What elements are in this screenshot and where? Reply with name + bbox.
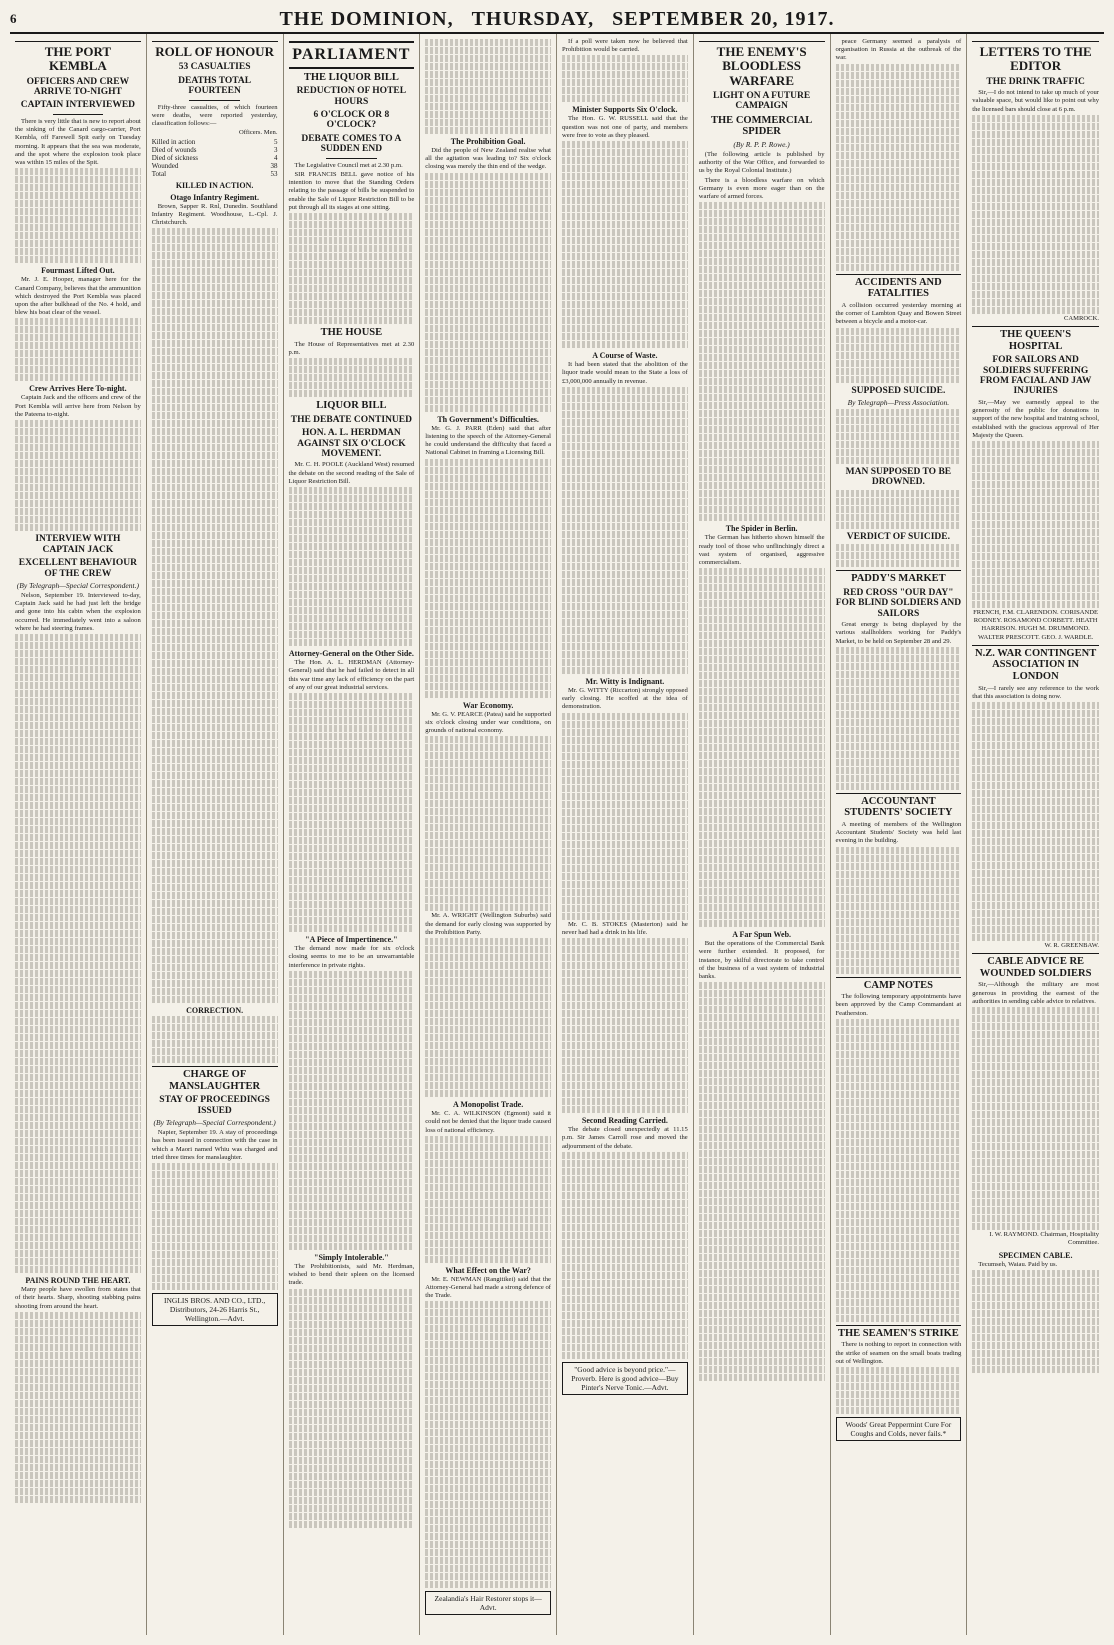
headline-queens-hospital: THE QUEEN'S HOSPITAL bbox=[972, 326, 1099, 352]
signature: I. W. RAYMOND. Chairman, Hospitality Committee. bbox=[989, 1231, 1099, 1247]
paragraph: The Hon. A. L. HERDMAN (Attorney-General) said that he had failed to detect in all this war time any lack of efficiency on the part of any of our great industrial services. bbox=[288, 659, 415, 691]
subheadline: CAPTAIN INTERVIEWED bbox=[20, 100, 136, 111]
table-header: Officers. Men. bbox=[238, 129, 278, 137]
headline-accidents: ACCIDENTS AND FATALITIES bbox=[836, 274, 962, 300]
subheadline: MAN SUPPOSED TO BE DROWNED. bbox=[845, 466, 952, 488]
table-row: Total 53 bbox=[151, 169, 278, 178]
column-1 bbox=[10, 34, 147, 1635]
headline-manslaughter: CHARGE OF MANSLAUGHTER bbox=[152, 1066, 278, 1092]
paragraph: There is nothing to report in connection with the strike of seamen on the small boats trading out of Wellington. bbox=[835, 1341, 962, 1365]
headline-accountant-students: ACCOUNTANT STUDENTS' SOCIETY bbox=[836, 793, 962, 819]
column-6 bbox=[694, 34, 831, 1635]
paragraph: There is very little that is new to report about the sinking of the Canard cargo-carrier, Port Kembla, off Farewell Spit early on Tuesday morning. It appears that the sea was moderate, and the spot where the explosion took place was within 15 miles of the Spit. bbox=[15, 117, 141, 167]
paragraph: Brown, Sapper R. Rnl, Dunedin. Southland Infantry Regiment. Woodhouse, L.-Cpl. J. Christchurch. bbox=[151, 202, 278, 227]
subheadline: REDUCTION OF HOTEL HOURS bbox=[296, 86, 407, 107]
paragraph: SIR FRANCIS BELL gave notice of his intention to move that the Standing Orders relating to the passage of bills be suspended to enable the Sale of Liquor Restriction Bill to be put through all its stages at one sitting. bbox=[288, 171, 415, 211]
section-subhead: "A Piece of Impertinence." bbox=[305, 935, 398, 945]
paragraph: (The following article is published by authority of the War Office, and forwarded to us by the Royal Colonial Institute.) bbox=[698, 150, 825, 175]
section-subhead: Otago Infantry Regiment. bbox=[170, 192, 259, 202]
signature: CAMROCK. bbox=[1064, 314, 1099, 322]
signatories: FRENCH, F.M. CLARENDON. CORISANDE RODNEY. ROSAMOND CORBETT. HEATH HARRISON. HUGH M. DRUMMOND. WALTER PRESCOTT. GEO. J. WARDLE. bbox=[973, 608, 1099, 641]
columns bbox=[10, 34, 1104, 1635]
subheadline: SUPPOSED SUICIDE. bbox=[851, 385, 946, 396]
subheadline: OFFICERS AND CREW ARRIVE TO-NIGHT bbox=[26, 76, 130, 98]
byline: (By R. P. P. Rowe.) bbox=[733, 139, 790, 149]
subheadline: HON. A. L. HERDMAN AGAINST SIX O'CLOCK MOVEMENT. bbox=[297, 428, 406, 460]
subheadline: VERDICT OF SUICIDE. bbox=[846, 531, 950, 542]
table-row: Died of sickness 4 bbox=[151, 153, 278, 162]
headline-port-kembla: THE PORT KEMBLA bbox=[15, 41, 141, 74]
paragraph: The Prohibitionists, said Mr. Herdman, wished to bend their spleen on the licensed trade. bbox=[288, 1262, 415, 1287]
headline-interview: INTERVIEW WITH CAPTAIN JACK bbox=[35, 534, 121, 555]
headline-letters: LETTERS TO THE EDITOR bbox=[972, 41, 1099, 74]
section-subhead: Crew Arrives Here To-night. bbox=[29, 384, 127, 394]
paragraph: The German has hitherto shown himself the ready tool of those who unflinchingly direct a vast system of organised, aggressive commercialism. bbox=[698, 534, 825, 566]
advertisement: "Good advice is beyond price."—Proverb. Here is good advice—Buy Pinter's Nerve Tonic.—Advt. bbox=[562, 1362, 688, 1395]
section-subhead: A Far Spun Web. bbox=[732, 930, 792, 940]
table-row: Died of wounds 3 bbox=[151, 145, 278, 154]
headline-the-house: THE HOUSE bbox=[320, 327, 383, 339]
headline-camp-notes: CAMP NOTES bbox=[836, 977, 962, 992]
section-subhead: Attorney-General on the Other Side. bbox=[288, 649, 414, 659]
headline-seamens-strike: THE SEAMEN'S STRIKE bbox=[836, 1325, 962, 1340]
headline-parliament: PARLIAMENT bbox=[289, 41, 415, 69]
paragraph: Mr. C. A. WILKINSON (Egmont) said it could not be denied that the liquor trade caused loss of national efficiency. bbox=[425, 1110, 551, 1134]
subheadline: RED CROSS "OUR DAY" FOR BLIND SOLDIERS AND SAILORS bbox=[835, 587, 962, 619]
page-number: 6 bbox=[10, 11, 17, 26]
section-subhead: A Course of Waste. bbox=[592, 351, 658, 361]
subheadline: THE COMMERCIAL SPIDER bbox=[711, 114, 813, 138]
table-row: Wounded 38 bbox=[151, 161, 278, 170]
subheadline: LIGHT ON A FUTURE CAMPAIGN bbox=[713, 90, 811, 112]
subheadline: DEATHS TOTAL FOURTEEN bbox=[178, 75, 252, 97]
paragraph: A collision occurred yesterday morning at the corner of Lambton Quay and Bowen Street between a bicycle and a motor-car. bbox=[835, 301, 962, 326]
headline-paddys-market: PADDY'S MARKET bbox=[836, 570, 962, 585]
byline: By Telegraph—Press Association. bbox=[847, 397, 950, 407]
paragraph: The following temporary appointments have been approved by the Camp Commandant at Featherston. bbox=[835, 993, 962, 1017]
paragraph: The Hon. G. W. RUSSELL said that the question was not one of party, and members were free to vote as they pleased. bbox=[562, 115, 688, 139]
paragraph: Sir,—May we earnestly appeal to the generosity of the public for donations in support of the new hospital and training school, established with the gracious approval of Her Majesty the Queen. bbox=[972, 398, 1099, 439]
paragraph: It had been stated that the abolition of the liquor trade would mean to the State a loss of £3,000,000 annually in revenue. bbox=[562, 361, 688, 385]
masthead-title bbox=[279, 8, 834, 31]
subheadline: THE LIQUOR BILL bbox=[303, 71, 399, 83]
article-body bbox=[15, 118, 141, 167]
column-7 bbox=[831, 34, 968, 1635]
signature: W. R. GREENBAW. bbox=[1044, 942, 1099, 950]
paragraph: Mr. G. J. PARR (Eden) said that after listening to the speech of the Attorney-General he could understand the difficulty that faced a National Cabinet in framing a Licensing Bill. bbox=[425, 424, 551, 457]
subheadline: 6 O'CLOCK OR 8 O'CLOCK? bbox=[313, 110, 390, 131]
subheadline: DEBATE COMES TO A SUDDEN END bbox=[301, 133, 402, 155]
section-subhead: Mr. Witty is Indignant. bbox=[585, 676, 665, 686]
subheadline: STAY OF PROCEEDINGS ISSUED bbox=[159, 1095, 270, 1116]
paragraph: Captain Jack and the officers and crew of the Port Kembla will arrive here from Nelson by the Pateena to-night. bbox=[15, 394, 141, 418]
paragraph: Did the people of New Zealand realise what all the agitation was leading to? Six o'clock closing was merely the thin end of the wedge. bbox=[425, 147, 551, 171]
paragraph: Fifty-three casualties, of which fourteen were deaths, were reported yesterday, classification follows:— bbox=[151, 103, 278, 128]
paragraph: There is a bloodless warfare on which Germany is even more eager than on the warfare of armed forces. bbox=[698, 176, 825, 201]
subheadline: THE DRINK TRAFFIC bbox=[986, 76, 1085, 87]
issue-date: SEPTEMBER 20, 1917. bbox=[612, 7, 835, 30]
section-subhead: Minister Supports Six O'clock. bbox=[572, 105, 678, 115]
byline: (By Telegraph—Special Correspondent.) bbox=[16, 580, 139, 590]
paragraph: Mr. C. H. POOLE (Auckland West) resumed the debate on the second reading of the Sale of Liquor Restriction Bill. bbox=[288, 461, 415, 485]
headline-cable-advice: CABLE ADVICE RE WOUNDED SOLDIERS bbox=[972, 953, 1099, 979]
paragraph: peace Germany seemed a paralysis of organisation in Russia at the outbreak of the war. bbox=[835, 38, 962, 62]
column-2 bbox=[147, 34, 284, 1635]
table-row: Killed in action 5 bbox=[151, 137, 278, 146]
newspaper-name: THE DOMINION, bbox=[279, 7, 454, 30]
section-subhead: A Monopolist Trade. bbox=[453, 1100, 524, 1110]
paragraph: Tecumseh, Waiau. Paid by us. bbox=[978, 1260, 1058, 1268]
paragraph: Mr. C. B. STOKES (Masterton) said he never had had a drink in his life. bbox=[562, 920, 688, 936]
section-subhead: "Simply Intolerable." bbox=[314, 1252, 389, 1262]
column-4 bbox=[420, 34, 557, 1635]
advertisement: Woods' Great Peppermint Cure For Coughs and Colds, never fails.* bbox=[836, 1417, 962, 1441]
masthead bbox=[10, 6, 1104, 34]
section-subhead: PAINS ROUND THE HEART. bbox=[25, 1276, 131, 1286]
paragraph: A meeting of members of the Wellington Accountant Students' Society was held last evening in the building. bbox=[835, 820, 962, 845]
issue-day: THURSDAY, bbox=[471, 7, 595, 30]
subheadline: EXCELLENT BEHAVIOUR OF THE CREW bbox=[18, 558, 137, 579]
headline-enemy-warfare: THE ENEMY'S BLOODLESS WARFARE bbox=[699, 41, 825, 88]
section-subhead: The Prohibition Goal. bbox=[450, 137, 526, 146]
paragraph: The demand now made for six o'clock closing seems to me to be an unwarrantable interference in private rights. bbox=[288, 945, 415, 969]
paragraph: But the operations of the Commercial Bank were further extended. It proposed, for instance, by skilful directorate to take control of the business of a vast system of industrial banks. bbox=[698, 940, 825, 981]
subheadline: FOR SAILORS AND SOLDIERS SUFFERING FROM FACIAL AND JAW INJURIES bbox=[979, 355, 1092, 397]
paragraph: Mr. E. NEWMAN (Rangitikei) said that the Attorney-General had made a strong defence of the Trade. bbox=[425, 1275, 551, 1300]
section-subhead: The Spider in Berlin. bbox=[725, 524, 798, 534]
advertisement: INGLIS BROS. AND CO., LTD., Distributors, 24-26 Harris St., Wellington.—Advt. bbox=[152, 1293, 278, 1326]
paragraph: Mr. G. WITTY (Riccarton) strongly opposed early closing. He scoffed at the idea of demonstration. bbox=[562, 686, 688, 711]
paragraph: Napier, September 19. A stay of proceedings has been issued in connection with the case in which a Maori named Whiu was charged and tried three times for manslaughter. bbox=[151, 1129, 278, 1161]
paragraph: If a poll were taken now he believed that Prohibition would be carried. bbox=[562, 38, 688, 54]
section-subhead: Th Government's Difficulties. bbox=[437, 414, 539, 424]
paragraph: The Legislative Council met at 2.30 p.m. bbox=[294, 161, 403, 169]
paragraph: The debate closed unexpectedly at 11.15 p.m. Sir James Carroll rose and moved the adjournment of the debate. bbox=[562, 1126, 688, 1150]
section-subhead: Second Reading Carried. bbox=[581, 1116, 668, 1126]
paragraph: Nelson, September 19. Interviewed to-day, Captain Jack said he had just left the bridge and gone into his cabin when the explosion occurred. He immediately went into a saloon where he had steering frames. bbox=[15, 591, 141, 632]
section-subhead: KILLED IN ACTION. bbox=[175, 180, 254, 190]
casualty-table bbox=[152, 138, 278, 178]
subheadline: THE DEBATE CONTINUED bbox=[290, 414, 412, 425]
paragraph: Mr. J. E. Hooper, manager here for the Canard Company, believes that the ammunition which destroyed the Port Kembla was placed upon the after bulkhead of the No. 4 hold, and blew his boat clear of the vessel. bbox=[15, 276, 141, 317]
section-subhead: War Economy. bbox=[462, 700, 514, 710]
paragraph: Many people have swollen from states that of their hearts. Sharp, shooting stabbing pains shooting from around the heart. bbox=[15, 1286, 141, 1310]
paragraph: Sir,—Although the military are most generous in providing the earnest of the authorities in sending cable advice to relatives. bbox=[972, 981, 1099, 1005]
paragraph: Mr. A. WRIGHT (Wellington Suburbs) said the demand for early closing was supported by the Prohibition Party. bbox=[425, 912, 551, 936]
paragraph: The House of Representatives met at 2.30 p.m. bbox=[288, 340, 415, 356]
byline: (By Telegraph—Special Correspondent.) bbox=[153, 1118, 276, 1128]
column-8 bbox=[967, 34, 1104, 1635]
section-subhead: Fourmast Lifted Out. bbox=[41, 266, 115, 276]
subheadline: 53 CASUALTIES bbox=[178, 62, 251, 73]
paragraph: Mr. G. V. PEARCE (Patea) said he supported six o'clock closing under war conditions, on grounds of national economy. bbox=[425, 710, 551, 735]
advertisement: Zealandia's Hair Restorer stops it—Advt. bbox=[425, 1591, 551, 1615]
column-3 bbox=[284, 34, 421, 1635]
headline-war-contingent: N.Z. WAR CONTINGENT ASSOCIATION IN LONDON bbox=[972, 645, 1099, 683]
column-5 bbox=[557, 34, 694, 1635]
section-subhead: SPECIMEN CABLE. bbox=[998, 1250, 1073, 1260]
section-subhead: CORRECTION. bbox=[186, 1006, 244, 1016]
paragraph: Great energy is being displayed by the various stallholders working for Paddy's Market, to be held on September 28 and 29. bbox=[835, 621, 962, 645]
section-subhead: What Effect on the War? bbox=[445, 1265, 531, 1275]
headline-liquor-bill: LIQUOR BILL bbox=[316, 400, 387, 412]
paragraph: Sir,—I rarely see any reference to the work that this association is doing now. bbox=[972, 684, 1099, 700]
headline-roll-of-honour: ROLL OF HONOUR bbox=[152, 41, 278, 59]
paragraph: Sir,—I do not intend to take up much of your valuable space, but would like to point out why the licensed bars should close at 6 p.m. bbox=[972, 89, 1099, 113]
